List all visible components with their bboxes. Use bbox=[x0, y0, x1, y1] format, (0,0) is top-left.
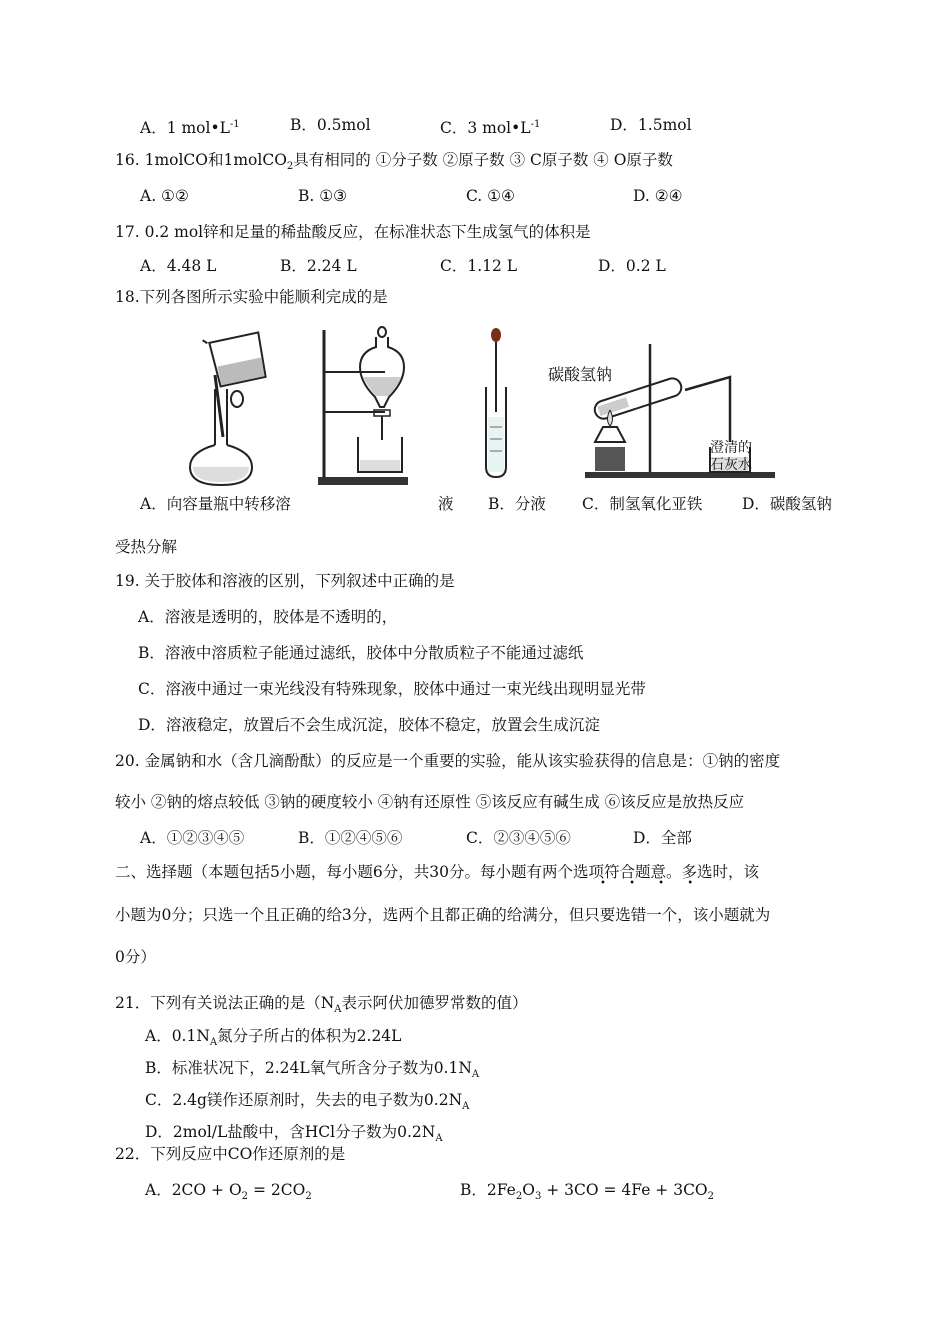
q20-option-b: B．①②④⑤⑥ bbox=[298, 829, 403, 847]
q18-figures bbox=[180, 322, 780, 492]
section2-instructions-line-3: 0分） bbox=[115, 948, 156, 966]
q21-option-b: B．标准状况下，2.24L氧气所含分子数为$0.1N_A$ bbox=[145, 1059, 480, 1081]
section2-instructions-line-1: 二、选择题（本题包括5小题，每小题6分，共30分。每小题有两个选项符合题意。多选时，该 bbox=[115, 863, 759, 881]
q16-option-b: B. ①③ bbox=[298, 187, 348, 205]
q18-option-a-tail: 液 bbox=[438, 495, 454, 513]
q17-option-b: B．2.24 L bbox=[280, 257, 357, 275]
q17-option-c: C．1.12 L bbox=[440, 257, 518, 275]
q20-option-c: C．②③④⑤⑥ bbox=[466, 829, 571, 847]
q20-stem-line-1: 20. 金属钠和水（含几滴酚酞）的反应是一个重要的实验，能从该实验获得的信息是：①钠的密度 bbox=[115, 752, 781, 770]
q19-option-a: A．溶液是透明的，胶体是不透明的， bbox=[138, 608, 398, 626]
q16-option-c: C. ①④ bbox=[466, 187, 515, 205]
q18-option-d-tail: 受热分解 bbox=[115, 538, 178, 556]
q15-option-b: B．0.5mol bbox=[290, 116, 371, 134]
q22-option-b: B．$2Fe_2O_3 + 3CO = 4Fe + 3CO_2$ bbox=[460, 1181, 715, 1203]
q16-option-d: D. ②④ bbox=[633, 187, 683, 205]
q22-stem: 22．下列反应中CO作还原剂的是 bbox=[115, 1145, 346, 1163]
volumetric-flask-figure bbox=[185, 327, 285, 487]
section2-instructions-line-2: 小题为0分；只选一个且正确的给3分，选两个且都正确的给满分，但只要选错一个，该小题就为 bbox=[115, 906, 771, 924]
q21-option-d: D．2mol/L盐酸中，含HCl分子数为$0.2N_A$ bbox=[145, 1123, 443, 1145]
q21-stem: 21．下列有关说法正确的是（$N_A$表示阿伏加德罗常数的值） bbox=[115, 994, 528, 1016]
q19-option-d: D．溶液稳定，放置后不会生成沉淀，胶体不稳定，放置会生成沉淀 bbox=[138, 716, 600, 734]
q19-option-b: B．溶液中溶质粒子能通过滤纸，胶体中分散质粒子不能通过滤纸 bbox=[138, 644, 584, 662]
q15-option-c: C．3 $mol•L^{-1}$ bbox=[440, 119, 541, 138]
separatory-funnel-figure bbox=[310, 322, 410, 487]
q20-option-a: A．①②③④⑤ bbox=[140, 829, 245, 847]
q17-option-d: D．0.2 L bbox=[598, 257, 666, 275]
sodium-bicarbonate-label: 碳酸氢钠 bbox=[548, 365, 613, 384]
test-tube-dropper-figure bbox=[480, 327, 520, 482]
q16-option-a: A. ①② bbox=[140, 187, 189, 205]
q15-option-a: A．1 $mol•L^{-1}$ bbox=[140, 119, 240, 138]
q18-option-a: A．向容量瓶中转移溶 bbox=[140, 495, 291, 513]
limewater-label: 澄清的 石灰水 bbox=[710, 440, 752, 473]
q18-option-c: C．制氢氧化亚铁 bbox=[582, 495, 703, 513]
q18-stem: 18.下列各图所示实验中能顺利完成的是 bbox=[115, 288, 388, 306]
q21-option-c: C．2.4g镁作还原剂时，失去的电子数为$0.2N_A$ bbox=[145, 1091, 470, 1113]
q15-option-d: D．1.5mol bbox=[610, 116, 692, 134]
q19-option-c: C．溶液中通过一束光线没有特殊现象，胶体中通过一束光线出现明显光带 bbox=[138, 680, 646, 698]
q22-option-a: A．$2CO + O_2 = 2CO_2$ bbox=[145, 1181, 312, 1203]
q18-option-b: B．分液 bbox=[488, 495, 546, 513]
q17-option-a: A．4.48 L bbox=[140, 257, 217, 275]
emphasis-dots: • • • • bbox=[600, 878, 704, 889]
q20-option-d: D．全部 bbox=[633, 829, 692, 847]
q17-stem: 17. 0.2 mol锌和足量的稀盐酸反应，在标准状态下生成氢气的体积是 bbox=[115, 223, 591, 241]
q16-stem: 16. 1molCO和1molCO$_2$具有相同的 ①分子数 ②原子数 ③ C原子数 ④ O原子数 bbox=[115, 151, 673, 173]
q20-stem-line-2: 较小 ②钠的熔点较低 ③钠的硬度较小 ④钠有还原性 ⑤该反应有碱生成 ⑥该反应是放热反应 bbox=[115, 793, 745, 811]
q19-stem: 19. 关于胶体和溶液的区别，下列叙述中正确的是 bbox=[115, 572, 455, 590]
q21-option-a: A．$0.1N_A$氮分子所占的体积为2.24L bbox=[145, 1027, 402, 1049]
q18-option-d: D．碳酸氢钠 bbox=[742, 495, 832, 513]
